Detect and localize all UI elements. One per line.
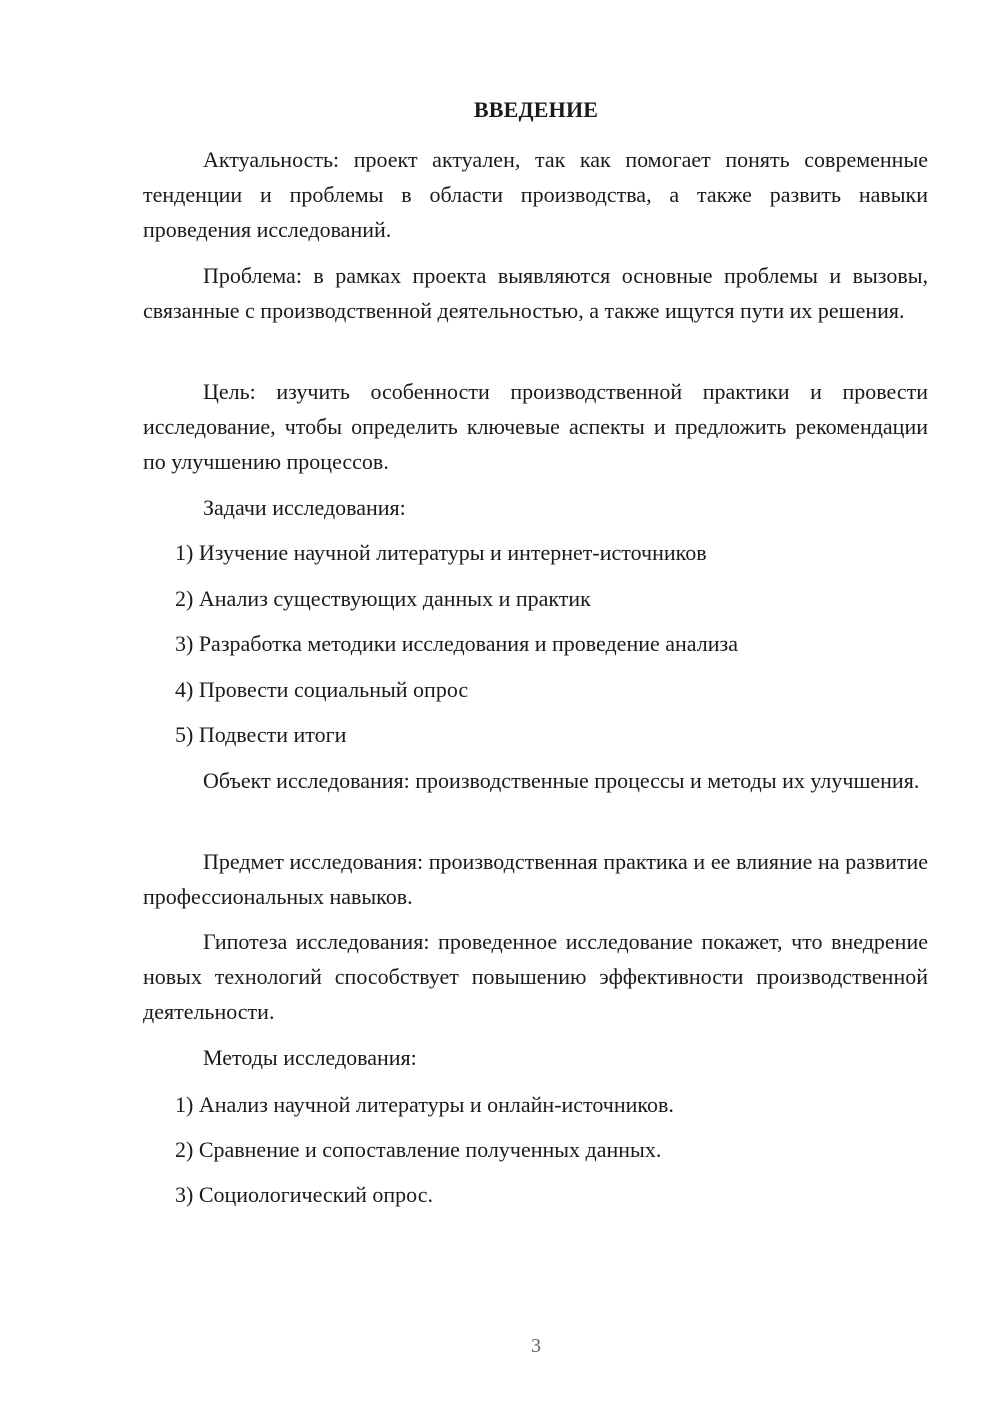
goal-paragraph: Цель: изучить особенности производственной практики и провести исследование, чтобы определить ключевые аспекты и предложить рекомендации по улучшению процессов.	[143, 379, 928, 474]
task-list-item-2: 2) Анализ существующих данных и практик	[175, 586, 591, 611]
method-list-item-2: 2) Сравнение и сопоставление полученных данных.	[175, 1137, 662, 1162]
methods-heading: Методы исследования:	[203, 1045, 417, 1070]
task-list-item-4: 4) Провести социальный опрос	[175, 677, 469, 702]
task-list-item-5: 5) Подвести итоги	[175, 722, 347, 747]
relevance-paragraph: Актуальность: проект актуален, так как помогает понять современные тенденции и проблемы в области производства, а также развить навыки проведения исследований.	[143, 147, 928, 242]
hypothesis-paragraph: Гипотеза исследования: проведенное исследование покажет, что внедрение новых технологий способствует повышению эффективности производственной деятельности.	[143, 929, 928, 1024]
task-list-item-3: 3) Разработка методики исследования и проведение анализа	[175, 631, 738, 656]
subject-paragraph: Предмет исследования: производственная практика и ее влияние на развитие профессиональных навыков.	[143, 849, 928, 909]
method-list-item-3: 3) Социологический опрос.	[175, 1182, 433, 1207]
page-number: 3	[531, 1335, 541, 1357]
task-list-item-1: 1) Изучение научной литературы и интернет-источников	[175, 540, 707, 565]
method-list-item-1: 1) Анализ научной литературы и онлайн-источников.	[175, 1092, 674, 1117]
page-title: ВВЕДЕНИЕ	[473, 97, 599, 122]
object-paragraph: Объект исследования: производственные процессы и методы их улучшения.	[203, 768, 920, 793]
problem-paragraph: Проблема: в рамках проекта выявляются основные проблемы и вызовы, связанные с производственной деятельностью, а также ищутся пути их решения.	[143, 263, 928, 323]
tasks-heading: Задачи исследования:	[203, 495, 406, 520]
